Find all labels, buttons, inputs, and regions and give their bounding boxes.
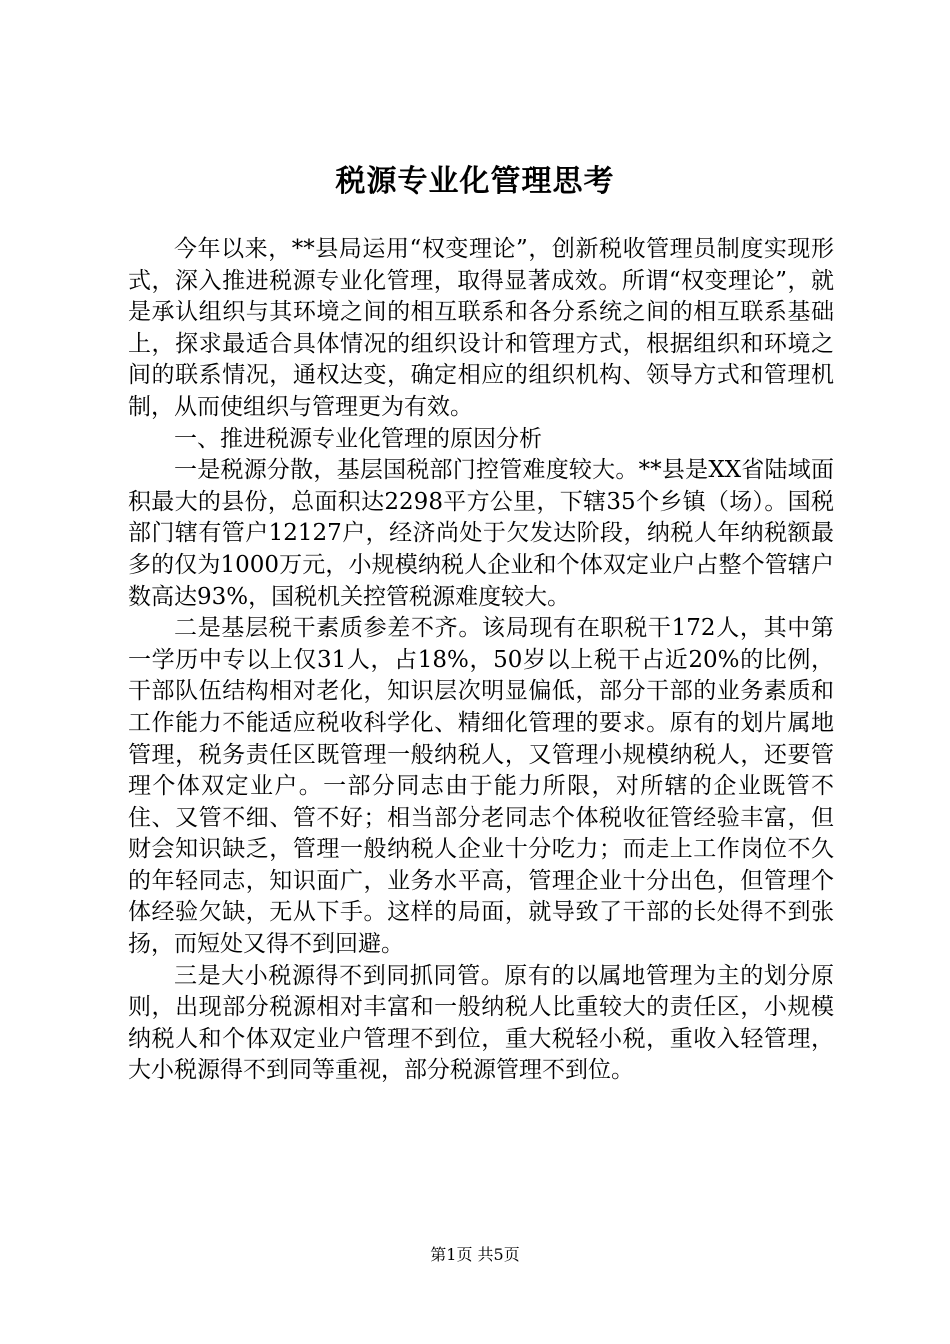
paragraph-point-one: 一是税源分散，基层国税部门控管难度较大。**县是XX省陆域面积最大的县份，总面积达2298平方公里，下辖35个乡镇（场）。国税部门辖有管户12127户，经济尚处于欠发达阶段，纳税人年纳税额最多的仅为1000万元，小规模纳税人企业和个体双定业户占整个管辖户数高达93%，国税机关控管税源难度较大。 [128,457,834,610]
paragraph-intro: 今年以来，**县局运用“权变理论”，创新税收管理员制度实现形式，深入推进税源专业化管理，取得显著成效。所谓“权变理论”，就是承认组织与其环境之间的相互联系和各分系统之间的相互联系基础上，探求最适合具体情况的组织设计和管理方式，根据组织和环境之间的联系情况，通权达变，确定相应的组织机构、领导方式和管理机制，从而使组织与管理更为有效。 [128,236,834,420]
page-number-footer: 第1页 共5页 [430,1245,520,1264]
document-title: 税源专业化管理思考 [335,164,615,199]
document-body [128,234,834,1087]
section-heading: 一、推进税源专业化管理的原因分析 [174,425,542,452]
paragraph-point-three: 三是大小税源得不到同抓同管。原有的以属地管理为主的划分原则，出现部分税源相对丰富和一般纳税人比重较大的责任区，小规模纳税人和个体双定业户管理不到位，重大税轻小税，重收入轻管理，大小税源得不到同等重视，部分税源管理不到位。 [128,962,834,1084]
paragraph-point-two: 二是基层税干素质参差不齐。该局现有在职税干172人，其中第一学历中专以上仅31人，占18%，50岁以上税干占近20%的比例，干部队伍结构相对老化，知识层次明显偏低，部分干部的业务素质和工作能力不能适应税收科学化、精细化管理的要求。原有的划片属地管理，税务责任区既管理一般纳税人，又管理小规模纳税人，还要管理个体双定业户。一部分同志由于能力所限，对所辖的企业既管不住、又管不细、管不好；相当部分老同志个体税收征管经验丰富，但财会知识缺乏，管理一般纳税人企业十分吃力；而走上工作岗位不久的年轻同志，知识面广，业务水平高，管理企业十分出色，但管理个体经验欠缺，无从下手。这样的局面，就导致了干部的长处得不到张扬，而短处又得不到回避。 [128,615,834,958]
